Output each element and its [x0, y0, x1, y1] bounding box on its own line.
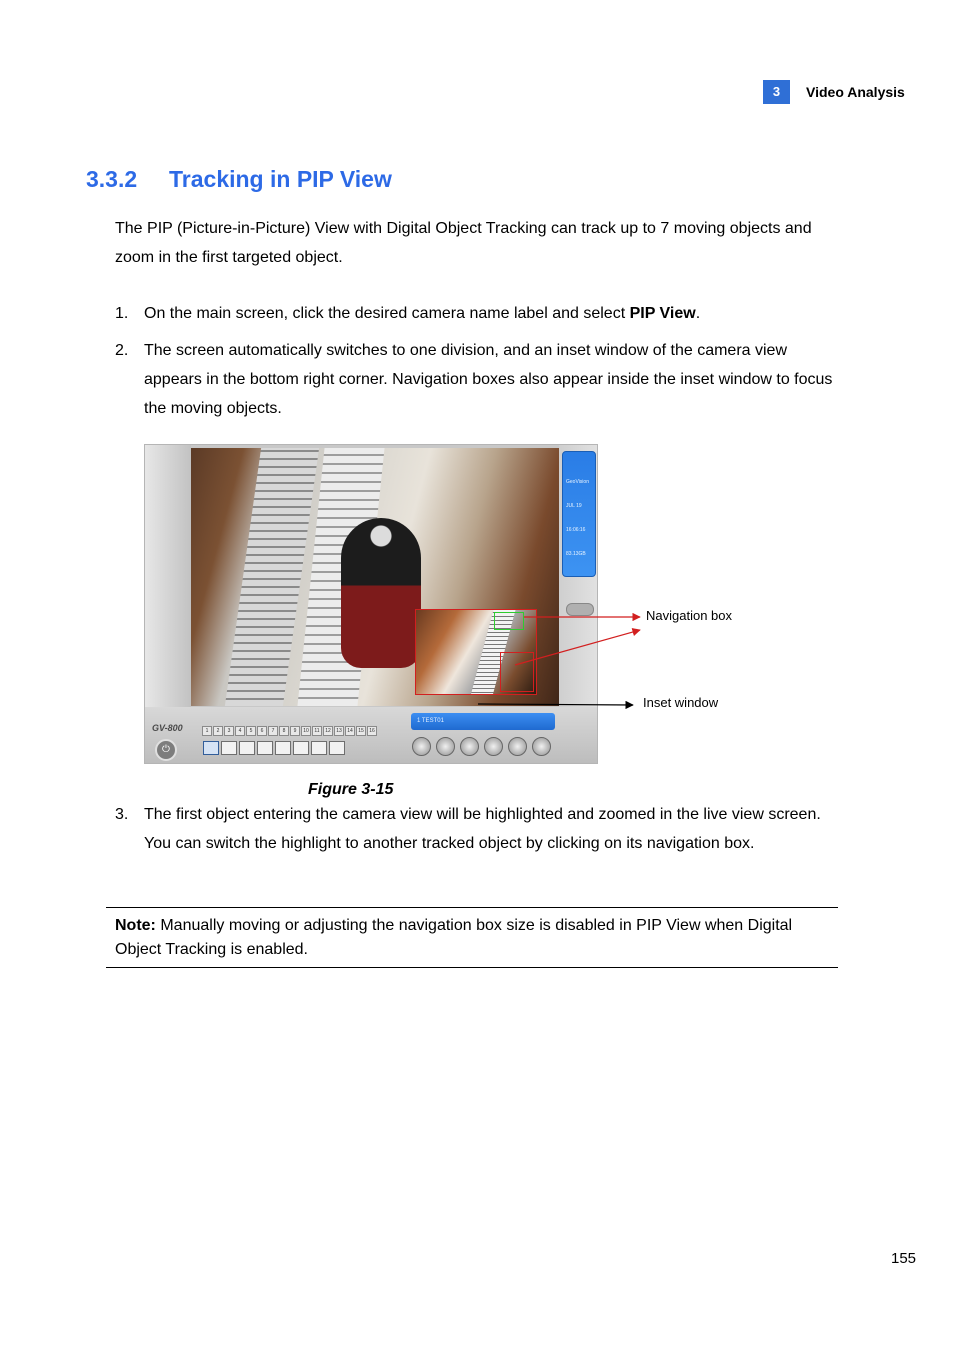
chapter-title: Video Analysis	[806, 84, 905, 100]
chapter-number-badge: 3	[763, 80, 790, 104]
tools-icon[interactable]	[460, 737, 479, 756]
tool-buttons	[412, 737, 551, 756]
figure-caption: Figure 3-15	[308, 781, 394, 798]
playback-icon[interactable]	[436, 737, 455, 756]
step-text: The screen automatically switches to one division, and an inset window of the camera view appears in the bottom right corner. Navigation boxes also appear inside the inset window to focus the moving objects.	[144, 342, 833, 417]
section-heading	[86, 166, 392, 193]
channel-button[interactable]: 3	[224, 726, 234, 736]
search-icon[interactable]	[484, 737, 503, 756]
layout-nine-icon[interactable]	[275, 741, 291, 755]
intro-paragraph: The PIP (Picture-in-Picture) View with Digital Object Tracking can track up to 7 moving objects and zoom in the first targeted object.	[115, 220, 812, 266]
note-rule	[106, 907, 838, 908]
channel-button[interactable]: 14	[345, 726, 355, 736]
page-number: 155	[891, 1250, 917, 1267]
layout-buttons	[203, 741, 345, 755]
step-item	[115, 299, 845, 328]
callout-label-inset-window: Inset window	[643, 695, 719, 710]
info-line: GeoVision	[566, 479, 589, 485]
channel-button[interactable]: 10	[301, 726, 311, 736]
channel-button[interactable]: 8	[279, 726, 289, 736]
step-item	[115, 336, 845, 423]
screen-left-bezel	[145, 445, 191, 707]
schedule-icon[interactable]	[412, 737, 431, 756]
info-line: 16:06:16	[566, 527, 586, 533]
navigation-box-active[interactable]	[494, 612, 524, 630]
channel-button[interactable]: 9	[290, 726, 300, 736]
section-title: Tracking in PIP View	[169, 166, 392, 192]
channel-button[interactable]: 11	[312, 726, 322, 736]
network-icon[interactable]	[532, 737, 551, 756]
figure-screenshot	[144, 444, 598, 764]
step-number: 3.	[115, 806, 129, 823]
channel-button[interactable]: 2	[213, 726, 223, 736]
layout-ten-icon[interactable]	[293, 741, 309, 755]
info-panel	[562, 451, 596, 577]
layout-thirteen-icon[interactable]	[311, 741, 327, 755]
channel-button[interactable]: 1	[202, 726, 212, 736]
channel-button[interactable]: 15	[356, 726, 366, 736]
step-text-part: .	[695, 305, 701, 322]
step-item	[115, 800, 845, 858]
info-text	[566, 462, 589, 574]
channel-buttons	[202, 726, 377, 735]
info-line: JUL 19	[566, 503, 582, 509]
callout-label-navigation-box: Navigation box	[646, 608, 732, 623]
layout-eight-icon[interactable]	[257, 741, 273, 755]
layout-quad-icon[interactable]	[221, 741, 237, 755]
tracked-person	[341, 518, 421, 668]
step-text	[144, 299, 845, 328]
channel-button[interactable]: 6	[257, 726, 267, 736]
note-label: Note:	[115, 917, 156, 934]
channel-button[interactable]: 4	[235, 726, 245, 736]
channel-button[interactable]: 5	[246, 726, 256, 736]
step-number: 2.	[115, 342, 129, 359]
channel-button[interactable]: 16	[367, 726, 377, 736]
step-text-part: On the main screen, click the desired camera name label and select	[144, 305, 630, 322]
channel-button[interactable]: 13	[334, 726, 344, 736]
layout-six-icon[interactable]	[239, 741, 255, 755]
section-number: 3.3.2	[86, 166, 138, 192]
info-line: 83.13GB	[566, 551, 586, 557]
channel-button[interactable]: 12	[323, 726, 333, 736]
note-text: Manually moving or adjusting the navigation box size is disabled in PIP View when Digital Object Tracking is enabled.	[115, 917, 793, 958]
power-icon[interactable]: ⏻	[155, 739, 177, 761]
step-text: The first object entering the camera view will be highlighted and zoomed in the live view screen. You can switch the highlight to another tracked object by clicking on its navigation box.	[144, 806, 821, 852]
note-box	[115, 914, 835, 962]
navigation-box[interactable]	[500, 652, 534, 692]
note-rule	[106, 967, 838, 968]
channel-button[interactable]: 7	[268, 726, 278, 736]
layout-sixteen-icon[interactable]	[329, 741, 345, 755]
layout-single-icon[interactable]	[203, 741, 219, 755]
step-text-bold: PIP View	[629, 305, 696, 322]
step-number: 1.	[115, 305, 129, 322]
camera-name-label[interactable]: 1 TEST01	[411, 713, 555, 730]
side-button[interactable]	[566, 603, 594, 616]
inset-window[interactable]	[415, 609, 537, 695]
brand-logo: GV-800	[152, 723, 183, 733]
ptz-icon[interactable]	[508, 737, 527, 756]
